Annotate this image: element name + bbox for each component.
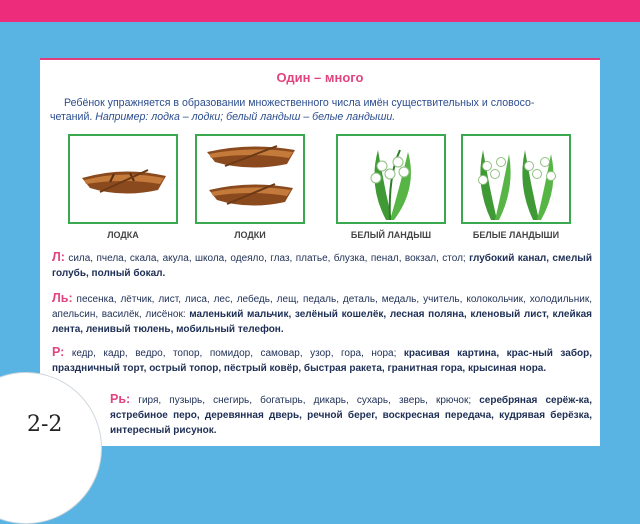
section-rr <box>110 392 592 438</box>
page-number: 2-2 <box>27 412 63 437</box>
lilies-of-the-valley-icon <box>463 136 569 222</box>
section-r <box>52 345 592 376</box>
section-letter-rr: Рь: <box>110 392 131 406</box>
caption-boat: ЛОДКА <box>107 230 139 240</box>
intro-line-2: четаний. <box>50 111 96 123</box>
caption-lily: БЕЛЫЙ ЛАНДЫШ <box>350 230 432 240</box>
picture-lilies <box>461 134 571 224</box>
section-r-words: кедр, кадр, ведро, топор, помидор, самовар, узор, гора, нора; <box>64 348 404 359</box>
section-ll-words: песенка, лётчик, лист, лиса, лес, лебедь, лещ, педаль, деталь, медаль, учитель, колокольчик, холодильник, апельсин, василёк, лисёнок: <box>52 294 592 320</box>
section-ll <box>52 291 592 337</box>
picture-boats <box>195 134 305 224</box>
section-ll-phrases: маленький мальчик, зелёный кошелёк, лесная поляна, кленовый лист, клейкая лента, ленивый тюлень, мобильный телефон. <box>52 309 593 335</box>
section-letter-l: Л: <box>52 250 65 264</box>
section-rr-words: гиря, пузырь, снегирь, богатырь, дикарь, сухарь, зверь, крючок; <box>130 395 480 406</box>
lily-of-the-valley-icon <box>338 136 444 222</box>
picture-boat <box>68 134 178 224</box>
section-rr-phrases: серебряная серёж-ка, ястребиное перо, деревянная дверь, речной берег, воскресная передача, кудрявая берёзка, интересный рисунок. <box>110 395 593 436</box>
intro-example: Например: лодка – лодки; белый ландыш – белые ландыши. <box>95 111 396 123</box>
boats-icon <box>197 136 303 222</box>
page-title: Один – много <box>276 70 364 85</box>
section-l-words: сила, пчела, скала, акула, школа, одеяло, глаз, платье, блузка, пенал, вокзал, стол; <box>64 253 470 264</box>
picture-lily <box>336 134 446 224</box>
boat-icon <box>70 136 176 222</box>
section-letter-ll: Ль: <box>52 291 73 305</box>
section-letter-r: Р: <box>52 345 65 359</box>
worksheet-card <box>40 58 600 446</box>
intro-line-1: Ребёнок упражняется в образовании множественного числа имён существительных и словосо- <box>64 97 535 109</box>
top-bar <box>0 0 640 22</box>
caption-lilies: БЕЛЫЕ ЛАНДЫШИ <box>472 230 560 240</box>
section-l-phrases: глубокий канал, смелый голубь, полный бокал. <box>52 253 592 279</box>
caption-boats: ЛОДКИ <box>234 230 266 240</box>
section-l <box>52 250 592 281</box>
intro-text <box>50 96 596 124</box>
section-r-phrases: красивая картина, крас-ный забор, праздничный торт, острый топор, пёстрый ковёр, быстрая ракета, гранитная гора, крысиная нора. <box>52 348 592 374</box>
